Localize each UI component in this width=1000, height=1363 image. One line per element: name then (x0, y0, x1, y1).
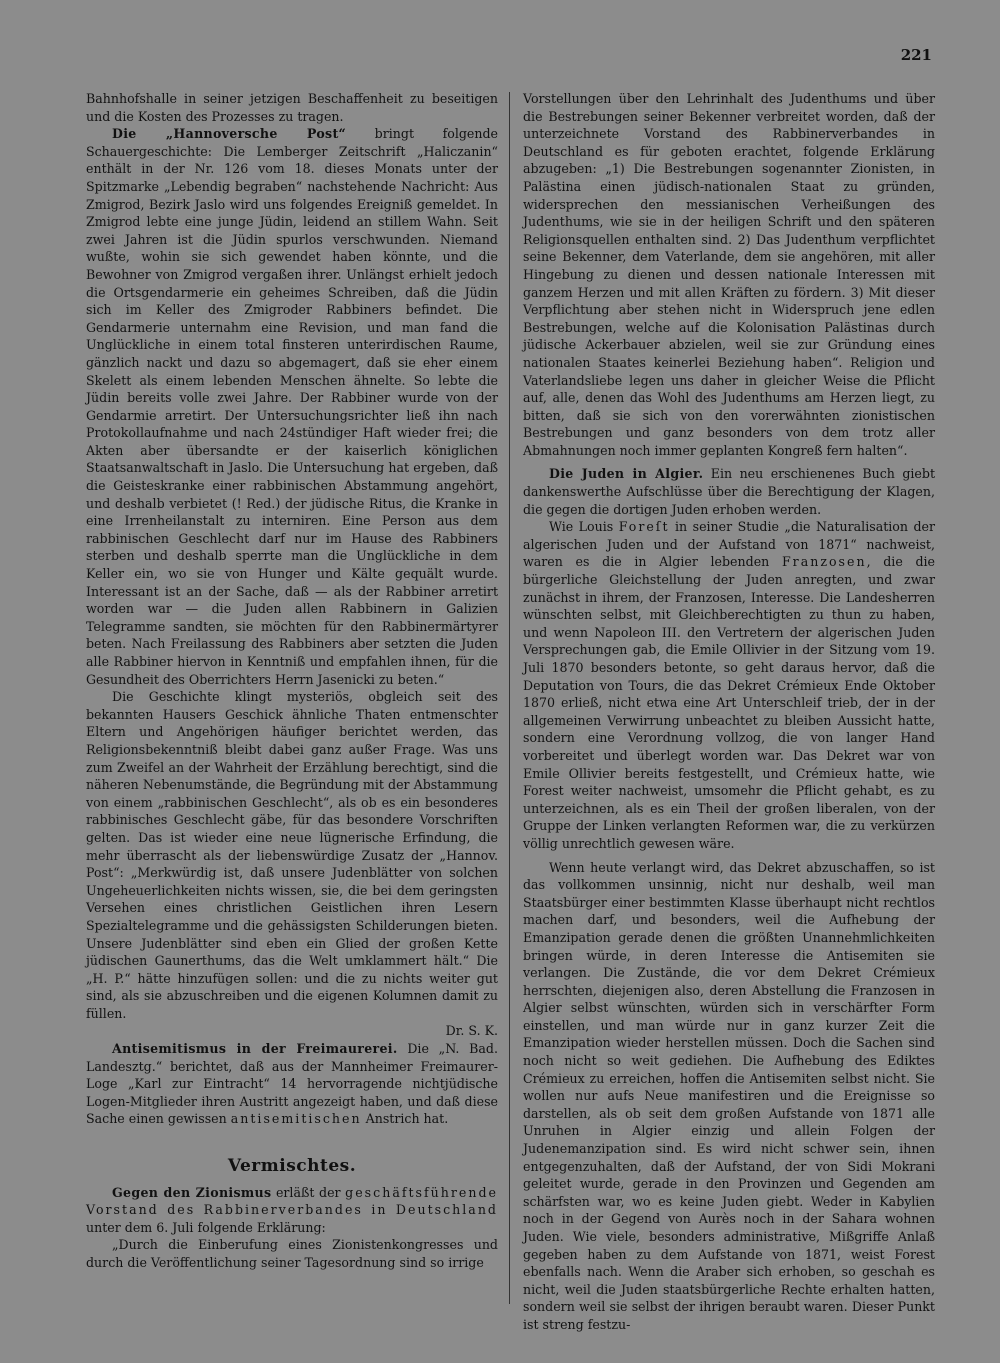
section-title: Vermischtes. (227, 1156, 357, 1177)
article-text: erläßt der (271, 1184, 346, 1200)
article-text: Die „N. Bad. Landesztg.“ berichtet, daß aus der Mannheimer Freimaurer-Loge „Karl zur Eintracht“ 14 hervorragende nichtjüdische Logen-Mitglieder ihren Austritt angezeigt haben, und daß diese Sache einen gewissen (86, 1041, 498, 1127)
article-hannoversche-post (86, 125, 498, 688)
paragraph-text-a: Wie Louis (549, 519, 619, 535)
spaced-emphasis: Franzosen (781, 554, 867, 570)
page-number: 221 (900, 46, 932, 64)
article-text-tail: Anstrich hat. (361, 1111, 449, 1127)
commentary-paragraph (86, 688, 498, 1040)
declaration-continued: Vorstellungen über den Lehrinhalt des Judenthums und über die Bestrebungen seiner Bekenner verbreitet worden, daß der unterzeichnete Vorstand des Rabbinerverbandes in Deutschland es für geboten erachtet, folgende Erklärung abzugeben: „1) Die Bestrebungen sogenannter Zionisten, in Palästina einen jüdisch-nationalen Staat zu gründen, widersprechen den messianischen Verheißungen des Judenthums, wie sie in der heiligen Schrift und den späteren Religionsquellen enthalten sind. 2) Das Judenthum verpflichtet seine Bekenner, dem Vaterlande, dem sie angehören, mit aller Hingebung zu dienen und dessen nationale Interessen mit ganzem Herzen und mit allen Kräften zu fördern. 3) Mit dieser Verpflichtung aber stehen nicht in Widerspruch jene edlen Bestrebungen, welche auf die Kolonisation Palästinas durch jüdische Ackerbauer abzielen, weil sie zur Gründung eines nationalen Staates keinerlei Beziehung haben“. Religion und Vaterlandsliebe legen uns daher in gleicher Weise die Pflicht auf, alle, denen das Wohl des Judenthums am Herzen liegt, zu bitten, daß sie sich von den vorerwähnten zionistischen Bestrebungen und ganz besonders von dem trotz aller Abmahnungen noch immer geplanten Kongreß fern halten“. (523, 91, 935, 458)
article-heading: Die Juden in Algier. (549, 466, 704, 482)
column-divider (509, 92, 510, 1304)
dekret-paragraph: Wenn heute verlangt wird, das Dekret abzuschaffen, so ist das vollkommen unsinnig, nicht nur deshalb, weil man Staatsbürger einer bestimmten Klasse überhaupt nicht rechtlos machen darf, und besonders, weil die Aufhebung der Emanzipation gerade denen die größten Unannehmlichkeiten bringen würde, in deren Interesse die Antisemiten sie verlangen. Die Zustände, die vor dem Dekret Crémieux herrschten, diejenigen also, deren Abstellung die Franzosen in Algier selbst wünschten, würden sich in verschärfter Form einstellen, und man würde nur in ganz kurzer Zeit die Emanzipation wieder herstellen müssen. Doch die Sachen sind noch nicht so weit gediehen. Die Aufhebung des Ediktes Crémieux zu erreichen, hoffen die Antisemiten selbst nicht. Sie wollen nur aufs Neue manifestiren und die Ereignisse so darstellen, als ob seit dem großen Aufstande von 1871 alle Unruhen in Algier einzig und allein Folgen der Judenemanzipation sind. Es wird nicht schwer sein, ihnen entgegenzuhalten, daß der Aufstand, der von Sidi Mokrani geleitet wurde, gerade in den Provinzen und Gegenden am schärfsten war, wo es keine Juden giebt. Weder in Kabylien noch in der Gegend von Aurès noch in der Sahara wohnen Juden. Wie viele, besonders administrative, Mißgriffe Anlaß gegeben haben zu dem Aufstande von 1871, weist Forest ebenfalls nach. Wenn die Araber sich erhoben, so geschah es nicht, weil die Juden staatsbürgerliche Rechte erhalten hatten, sondern weil sie selbst der ihrigen beraubt waren. Dieser Punkt ist streng festzu- (523, 859, 935, 1332)
right-column (523, 90, 935, 1334)
declaration-start: „Durch die Einberufung eines Zionistenkongresses und durch die Veröffentlichung seiner Tagesordnung sind so irrige (86, 1237, 498, 1270)
article-text: Ein neu erschienenes Buch giebt dankenswerthe Aufschlüsse über die Berechtigung der Klagen, die gegen die dortigen Juden erhoben werden. (523, 466, 936, 517)
article-juden-in-algier (523, 465, 935, 518)
article-text-b: unter dem 6. Juli folgende Erklärung: (86, 1219, 326, 1235)
spaced-emphasis: geschäftsführende Vorstand des Rabbinerverbandes in Deutschland (86, 1184, 498, 1218)
forest-paragraph (523, 518, 935, 852)
spaced-emphasis: Foreſt (618, 519, 670, 535)
paragraph-bahnhofshalle: Bahnhofshalle in seiner jetzigen Beschaffenheit zu beseitigen und die Kosten des Prozesses zu tragen. (86, 91, 498, 124)
author-signature: Dr. S. K. (445, 1023, 498, 1039)
paragraph-text-b: in seiner Studie „die Naturalisation der algerischen Juden und der Aufstand von 1871“ nachweist, waren es die in Algier lebenden (523, 519, 935, 570)
article-heading: Antisemitismus in der Freimaurerei. (112, 1041, 398, 1057)
article-antisemitismus (86, 1040, 498, 1128)
article-heading: Die „Hannoversche Post“ (112, 126, 347, 142)
article-zionismus (86, 1184, 498, 1237)
left-column (86, 90, 498, 1272)
spaced-emphasis: antisemitischen (230, 1111, 362, 1127)
article-heading: Gegen den Zionismus (112, 1184, 272, 1200)
commentary-text: Die Geschichte klingt mysteriös, obgleich seit des bekannten Hausers Geschick ähnliche Thaten entmenschter Eltern und Angehörigen häufiger berichtet werden, das Religionsbekenntniß bleibt dabei ganz außer Frage. Was uns zum Zweifel an der Wahrheit der Erzählung berechtigt, sind die näheren Nebenumstände, die Begründung mit der Abstammung von einem „rabbinischen Geschlecht“, als ob es ein besonderes rabbinisches Geschlecht gäbe, für das besondere Vorschriften gelten. Das ist wieder eine neue lügnerische Erfindung, die mehr überrascht als der liebenswürdige Zusatz der „Hannov. Post“: „Merkwürdig ist, daß unsere Judenblätter von solchen Ungeheuerlichkeiten nichts wissen, sie, die bei dem geringsten Versehen eines christlichen Geistlichen ihren Lesern Spezialtelegramme und die gehässigsten Schilderungen bieten. Unsere Judenblätter sind eben ein Glied der großen Kette jüdischen Gaunerthums, das die Welt umklammert hält.“ Die „H. P.“ hätte hinzufügen sollen: und die zu nichts weiter gut sind, als sie abzuschreiben und die eigenen Kolumnen damit zu füllen. (86, 689, 498, 1021)
paragraph-text-c: , die die bürgerliche Gleichstellung der Juden anregten, und zwar zunächst in ihrem, der Franzosen, Interesse. Die Landesherren wünschten selbst, mit Gleichberechtigten zu thun zu haben, und wenn Napoleon III. den Vertretern der algerischen Juden Versprechungen gab, die Emile Ollivier in der Sitzung vom 19. Juli 1870 besonders betonte, so geht daraus hervor, daß die Deputation von Tours, die das Dekret Crémieux Ende Oktober 1870 erließ, nicht etwa eine Art Unterschleif trieb, der in der allgemeinen Verwirrung unbeachtet zu bleiben Aussicht hatte, sondern eine Verordnung vollzog, die von langer Hand vorbereitet und überlegt worden war. Das Dekret war von Emile Ollivier bereits festgestellt, und Crémieux hatte, wie Forest weiter nachweist, umsomehr die Pflicht gehabt, es zu unterzeichnen, als es ein Theil der großen liberalen, von der Gruppe der Linken verlangten Reformen war, die zu verkürzen völlig unrechtlich gewesen wäre. (523, 554, 935, 851)
article-text: bringt folgende Schauergeschichte: Die Lemberger Zeitschrift „Haliczanin“ enthält in der Nr. 126 vom 18. dieses Monats unter der Spitzmarke „Lebendig begraben“ nachstehende Nachricht: Aus Zmigrod, Bezirk Jaslo wird uns folgendes Ereigniß gemeldet. In Zmigrod lebte eine junge Jüdin, leidend an stillem Wahn. Seit zwei Jahren ist die Jüdin spurlos verschwunden. Niemand wußte, wohin sie sich gewendet haben könnte, und die Bewohner von Zmigrod vergaßen ihrer. Unlängst erhielt jedoch die Ortsgendarmerie ein geheimes Schreiben, daß die Jüdin sich im Keller des Zmigroder Rabbiners befindet. Die Gendarmerie unternahm eine Revision, und man fand die Unglückliche in einem total finsteren unterirdischen Raume, gänzlich nackt und dazu so abgemagert, daß sie eher einem Skelett als einem lebenden Menschen ähnelte. So lebte die Jüdin bereits volle zwei Jahre. Der Rabbiner wurde von der Gendarmie arretirt. Der Untersuchungsrichter ließ ihn nach Protokollaufnahme und nach 24stündiger Haft wieder frei; die Akten aber übersandte er der kaiserlich königlichen Staatsanwaltschaft in Jaslo. Die Untersuchung hat ergeben, daß die Geisteskranke einer rabbinischen Abstammung angehört, und deshalb verbietet (! Red.) der jüdische Ritus, die Kranke in eine Irrenheilanstalt zu interniren. Eine Person aus dem rabbinischen Geschlecht darf nur im Hause des Rabbiners sterben und deshalb sperrte man die Unglückliche in dem Keller ein, wo sie von Hunger und Kälte gequält wurde. Interessant ist an der Sache, daß — als der Rabbiner arretirt worden war — die Juden allen Rabbinern in Galizien Telegramme sandten, sie möchten für den Rabbinermärtyrer beten. Nach Freilassung des Rabbiners aber setzten die Juden alle Rabbiner hiervon in Kenntniß und empfahlen ihnen, für die Gesundheit des Oberrichters Herrn Jasenicki zu beten.“ (86, 126, 498, 687)
